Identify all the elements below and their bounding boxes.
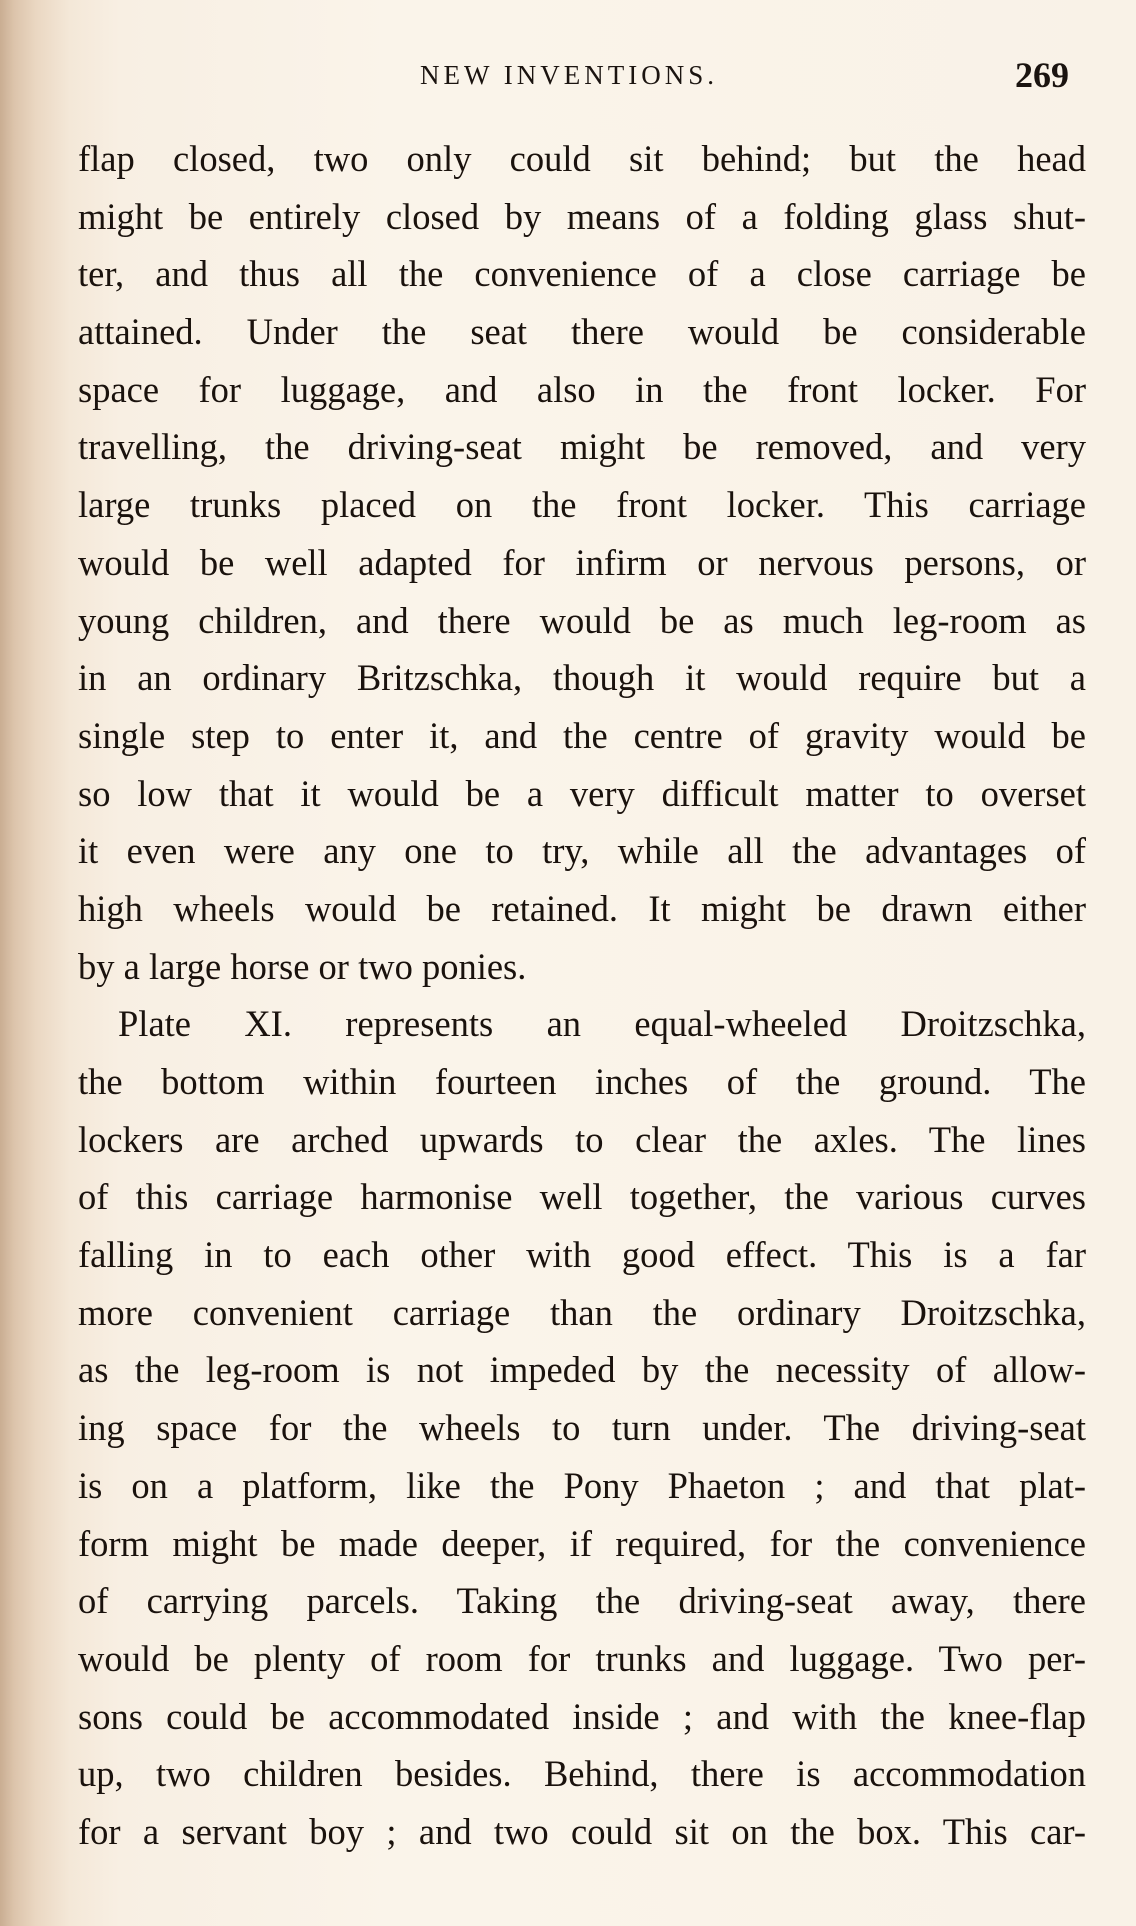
text-line: attained. Under the seat there would be considerable (78, 311, 1086, 353)
text-line: for a servant boy ; and two could sit on the box. This car- (78, 1810, 1086, 1852)
text-line: is on a platform, like the Pony Phaeton ; and that plat- (78, 1464, 1086, 1506)
text-line: lockers are arched upwards to clear the axles. The lines (78, 1118, 1086, 1160)
text-line: ing space for the wheels to turn under. The driving-seat (78, 1407, 1086, 1449)
text-line: so low that it would be a very difficult matter to overset (78, 772, 1086, 814)
text-line: it even were any one to try, while all the advantages of (78, 830, 1086, 872)
running-head (0, 54, 1136, 94)
paragraph-first-line: Plate XI. represents an equal-wheeled Droitzschka, (118, 1003, 1086, 1045)
text-line: space for luggage, and also in the front locker. For (78, 368, 1086, 410)
text-line: travelling, the driving-seat might be removed, and very (78, 426, 1086, 468)
text-line: would be well adapted for infirm or nervous persons, or (78, 541, 1086, 583)
text-line: flap closed, two only could sit behind; but the head (78, 138, 1086, 179)
text-line: single step to enter it, and the centre of gravity would be (78, 714, 1086, 756)
text-line: as the leg-room is not impeded by the necessity of allow- (78, 1349, 1086, 1391)
text-line: falling in to each other with good effect. This is a far (78, 1234, 1086, 1276)
body-text (78, 130, 1086, 1861)
text-line: large trunks placed on the front locker. This carriage (78, 484, 1086, 526)
text-line: in an ordinary Britzschka, though it would require but a (78, 657, 1086, 699)
text-line: might be entirely closed by means of a folding glass shut- (78, 195, 1086, 237)
text-line: high wheels would be retained. It might be drawn either (78, 887, 1086, 929)
paragraph-last-line: by a large horse or two ponies. (78, 945, 527, 987)
text-line: ter, and thus all the convenience of a close carriage be (78, 253, 1086, 295)
text-line: of this carriage harmonise well together, the various curves (78, 1176, 1086, 1218)
running-title: NEW INVENTIONS. (420, 60, 718, 90)
text-line: form might be made deeper, if required, for the convenience (78, 1522, 1086, 1564)
text-line: young children, and there would be as much leg-room as (78, 599, 1086, 641)
text-line: sons could be accommodated inside ; and with the knee-flap (78, 1695, 1086, 1737)
page-number: 269 (1015, 55, 1069, 95)
text-line: the bottom within fourteen inches of the ground. The (78, 1061, 1086, 1102)
text-line: up, two children besides. Behind, there is accommodation (78, 1753, 1086, 1795)
text-line: of carrying parcels. Taking the driving-seat away, there (78, 1580, 1086, 1622)
text-line: would be plenty of room for trunks and luggage. Two per- (78, 1637, 1086, 1679)
text-line: more convenient carriage than the ordinary Droitzschka, (78, 1291, 1086, 1333)
